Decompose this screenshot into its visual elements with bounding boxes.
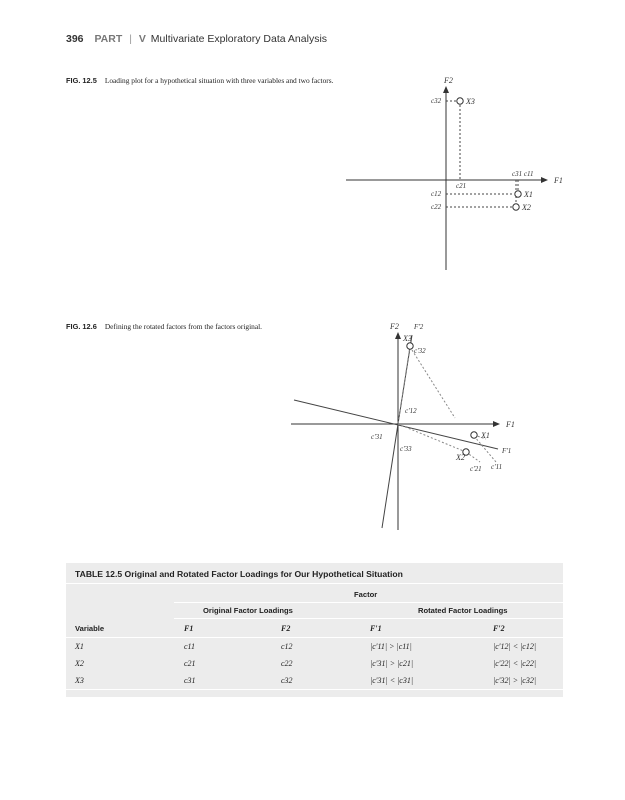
label-c22: c22 bbox=[431, 203, 442, 211]
label-c12: c12 bbox=[431, 190, 442, 198]
label-x3: X3 bbox=[403, 334, 412, 343]
table-row-x1-f2: c12 bbox=[281, 642, 293, 651]
proj-x3-b bbox=[412, 350, 455, 418]
chapter-title: Multivariate Exploratory Data Analysis bbox=[150, 33, 328, 45]
label-c31-c11: c31 c11 bbox=[512, 170, 534, 178]
group-header-original: Original Factor Loadings bbox=[203, 606, 293, 615]
table-row-x3-f1: c31 bbox=[184, 676, 196, 685]
table-row-x2-variable: X2 bbox=[75, 659, 84, 668]
label-f1-prime: F′1 bbox=[502, 447, 512, 455]
column-header-f1-prime: F′1 bbox=[370, 624, 382, 633]
table-row-x3-f1-prime: |c′31| < |c31| bbox=[370, 676, 414, 685]
label-c33-prime: c′33 bbox=[400, 445, 412, 453]
column-header-f2: F2 bbox=[281, 624, 291, 633]
table-rule-header bbox=[66, 637, 563, 638]
rotated-f2-axis-lower bbox=[382, 424, 398, 528]
fig-12-6-caption-text: Defining the rotated factors from the factors original. bbox=[104, 322, 263, 331]
label-c12-prime: c′12 bbox=[405, 407, 417, 415]
table-row-x2-f1-prime: |c′31| > |c21| bbox=[370, 659, 414, 668]
point-x1 bbox=[471, 432, 477, 438]
table-row-x1-f2-prime: |c′12| < |c12| bbox=[493, 642, 537, 651]
label-x3: X3 bbox=[466, 97, 475, 106]
label-x1: X1 bbox=[524, 190, 533, 199]
label-f2: F2 bbox=[444, 76, 453, 85]
table-row-x1-f1: c11 bbox=[184, 642, 195, 651]
table-rule-top bbox=[66, 583, 563, 584]
table-row-x2-f2-prime: |c′22| < |c22| bbox=[493, 659, 537, 668]
table-12-5 bbox=[66, 563, 563, 697]
table-row-x1-f1-prime: |c′11| > |c11| bbox=[370, 642, 412, 651]
table-row-x3-variable: X3 bbox=[75, 676, 84, 685]
page-number: 396 bbox=[66, 33, 84, 45]
fig-12-5-label: FIG. 12.5 bbox=[66, 76, 97, 85]
label-f1: F1 bbox=[506, 420, 515, 429]
header-separator: | bbox=[129, 33, 132, 45]
fig-12-6-label: FIG. 12.6 bbox=[66, 322, 97, 331]
column-header-f2-prime: F′2 bbox=[493, 624, 505, 633]
f1-arrow bbox=[493, 421, 500, 427]
table-rule-factor bbox=[174, 602, 563, 603]
column-header-f1: F1 bbox=[184, 624, 194, 633]
table-title: TABLE 12.5 Original and Rotated Factor Loadings for Our Hypothetical Situation bbox=[75, 569, 403, 579]
column-header-variable: Variable bbox=[75, 624, 105, 633]
f2-arrow bbox=[395, 332, 401, 339]
label-c32-prime: c′32 bbox=[414, 347, 426, 355]
table-row-x3-f2: c32 bbox=[281, 676, 293, 685]
fig-12-5-caption-text: Loading plot for a hypothetical situation with three variables and two factors. bbox=[104, 76, 334, 85]
label-c21: c21 bbox=[456, 182, 467, 190]
label-c32: c32 bbox=[431, 97, 442, 105]
label-f2: F2 bbox=[390, 322, 399, 331]
table-rule-group bbox=[174, 618, 563, 619]
label-c31-prime: c′31 bbox=[371, 433, 383, 441]
label-c11-prime: c′11 bbox=[491, 463, 503, 471]
factor-header: Factor bbox=[354, 590, 378, 599]
table-row-x2-f1: c21 bbox=[184, 659, 196, 668]
group-header-rotated: Rotated Factor Loadings bbox=[418, 606, 508, 615]
point-x3 bbox=[407, 343, 413, 349]
label-f1: F1 bbox=[554, 176, 563, 185]
label-x2: X2 bbox=[456, 453, 465, 462]
table-row-x3-f2-prime: |c′32| > |c32| bbox=[493, 676, 537, 685]
label-f2-prime: F′2 bbox=[414, 323, 424, 331]
part-numeral: V bbox=[138, 33, 146, 45]
label-c21-prime: c′21 bbox=[470, 465, 482, 473]
label-x2: X2 bbox=[522, 203, 531, 212]
table-rule-bottom bbox=[66, 689, 563, 690]
table-row-x1-variable: X1 bbox=[75, 642, 84, 651]
label-x1: X1 bbox=[481, 431, 490, 440]
part-label: PART bbox=[94, 33, 123, 45]
table-row-x2-f2: c22 bbox=[281, 659, 293, 668]
